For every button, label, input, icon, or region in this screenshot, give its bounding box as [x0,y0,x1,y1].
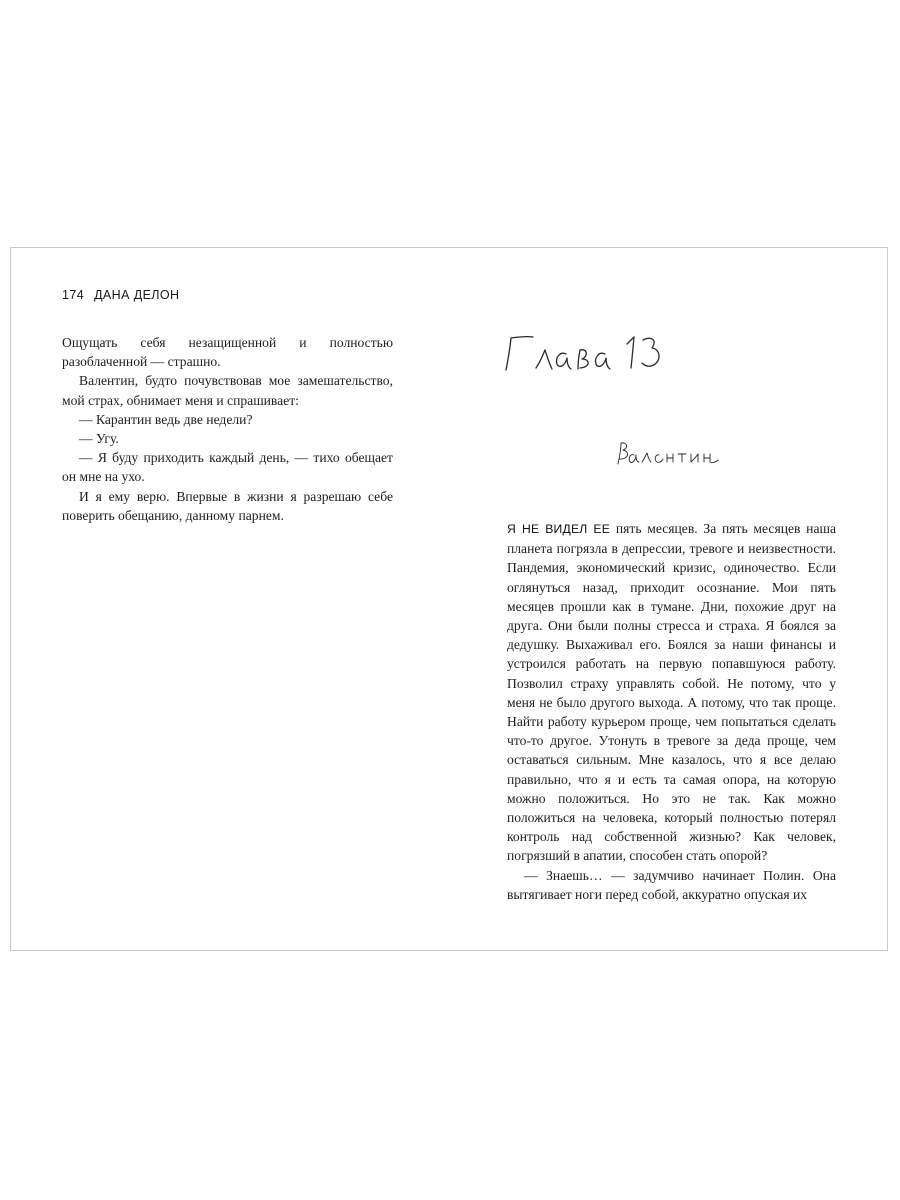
running-head [62,288,179,302]
right-page-text [507,519,836,904]
lead-caps: Я НЕ ВИДЕЛ ЕЕ [507,522,611,536]
paragraph: Ощущать себя незащищенной и полностью разоблаченной — страшно. [62,335,393,370]
chapter-subtitle-handwritten [612,438,732,470]
dialogue-line: — Угу. [79,431,119,447]
paragraph: И я ему верю. Впервые в жизни я разрешаю себе поверить обещанию, данному парнем. [62,488,393,523]
opening-paragraph [507,519,836,866]
left-page-text [62,333,393,525]
page-number: 174 [62,288,85,302]
paragraph: Валентин, будто почувствовав мое замешательство, мой страх, обнимает меня и спрашивает: [62,373,393,408]
opening-paragraph-text: пять месяцев. За пять месяцев наша планета погрязла в депрессии, тревоге и неизвестности. Пандемия, экономический кризис, одиночество. Если оглянуться назад, приходит осознание. Мои пять месяцев прошли как в тумане. Дни, похожие друг на друга. Они были полны стресса и страха. Я боялся за дедушку. Выхаживал его. Боялся за наши финансы и устроился работать на первую попавшуюся работу. Позволил страху управлять собой. Не потому, что у меня не было другого выхода. А потому, что так проще. Найти работу курьером проще, чем попытаться сделать что-то другое. Утонуть в тревоге за деда проще, чем оставаться сильным. Мне казалось, что я все делаю правильно, что я и есть та самая опора, на которую можно положиться. Но это не так. Как можно положиться на человека, который полностью потерял контроль над собственной жизнью? Как человек, погрязший в апатии, способен стать опорой? [507,521,836,864]
dialogue-line: — Карантин ведь две недели? [79,411,253,427]
author-name: ДАНА ДЕЛОН [94,288,180,302]
dialogue-line: — Я буду приходить каждый день, — тихо обещает он мне на ухо. [62,450,393,485]
dialogue-line: — Знаешь… — задумчиво начинает Полин. Она вытягивает ноги перед собой, аккуратно опуская их [507,867,836,902]
chapter-title-handwritten [500,328,740,378]
